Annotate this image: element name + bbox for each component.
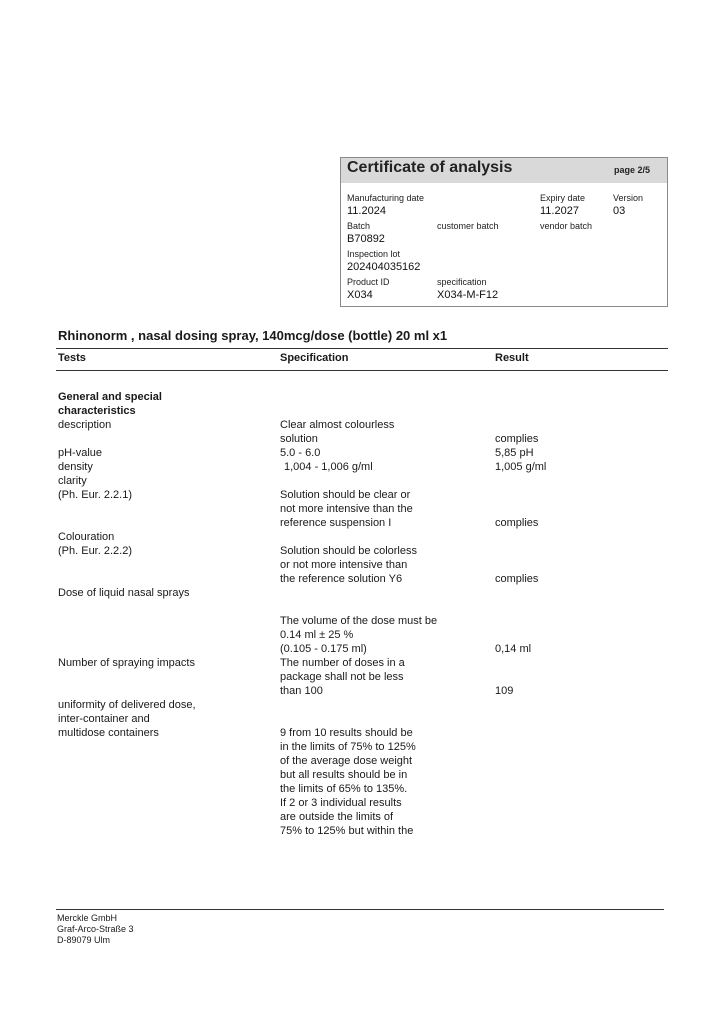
test-clarity — [58, 474, 132, 502]
result-dose: 0,14 ml — [495, 643, 532, 655]
certificate-box — [340, 157, 668, 307]
spec-uniformity — [280, 726, 416, 838]
spec-line: Clear almost colourless — [280, 419, 395, 431]
spec-line: but all results should be in — [280, 769, 408, 781]
spec-dose — [280, 614, 437, 656]
spec-line: 0.14 ml ± 25 % — [280, 629, 354, 641]
test-description: description — [58, 419, 112, 431]
title-rule — [56, 348, 668, 349]
spec-density: 1,004 - 1,006 g/ml — [284, 461, 373, 473]
spec-clarity — [280, 488, 413, 530]
test-uniformity — [58, 698, 196, 740]
spec-line: solution — [280, 433, 318, 445]
vendor-batch-label: vendor batch — [540, 221, 593, 231]
test-ph: pH-value — [58, 447, 103, 459]
column-header-result: Result — [495, 352, 529, 364]
spec-line: not more intensive than the — [280, 503, 413, 515]
spec-line: package shall not be less — [280, 671, 404, 683]
test-line: Colouration — [58, 531, 115, 543]
test-line: (Ph. Eur. 2.2.2) — [58, 545, 132, 557]
certificate-header — [341, 158, 667, 183]
footer-street: Graf-Arco-Straße 3 — [57, 924, 134, 934]
spec-line: than 100 — [280, 685, 323, 697]
product-id-value: X034 — [347, 289, 373, 301]
result-clarity: complies — [495, 517, 539, 529]
spec-line: the limits of 65% to 135%. — [280, 783, 408, 795]
spec-line: 9 from 10 results should be — [280, 727, 413, 739]
section-general-heading — [58, 390, 162, 418]
spec-line: of the average dose weight — [280, 755, 413, 767]
test-spraying-impacts: Number of spraying impacts — [58, 657, 195, 669]
specification-value: X034-M-F12 — [437, 289, 499, 301]
test-line: inter-container and — [58, 713, 150, 725]
column-header-specification: Specification — [280, 352, 349, 364]
result-spraying-impacts: 109 — [495, 685, 514, 697]
spec-ph: 5.0 - 6.0 — [280, 447, 321, 459]
batch-label: Batch — [347, 221, 371, 231]
footer-city: D-89079 Ulm — [57, 935, 111, 945]
section-heading-line: General and special — [58, 391, 162, 403]
test-line: clarity — [58, 475, 87, 487]
version-value: 03 — [613, 205, 626, 217]
spec-line: 75% to 125% but within the — [280, 825, 414, 837]
footer-address — [57, 913, 134, 946]
specification-label: specification — [437, 277, 487, 287]
spec-line: reference suspension I — [280, 517, 392, 529]
spec-spraying-impacts — [280, 656, 405, 698]
footer-company: Merckle GmbH — [57, 913, 118, 923]
spec-line: Solution should be colorless — [280, 545, 417, 557]
certificate-title: Certificate of analysis — [347, 159, 513, 176]
page-number: page 2/5 — [613, 165, 650, 175]
spec-line: in the limits of 75% to 125% — [280, 741, 416, 753]
inspection-lot-value: 202404035162 — [347, 261, 421, 273]
manufacturing-date-value: 11.2024 — [347, 205, 386, 217]
footer-rule — [56, 909, 664, 910]
result-description: complies — [495, 433, 539, 445]
customer-batch-label: customer batch — [437, 221, 499, 231]
section-heading-line: characteristics — [58, 405, 136, 417]
test-dose: Dose of liquid nasal sprays — [58, 587, 190, 599]
expiry-date-label: Expiry date — [540, 193, 586, 203]
test-line: multidose containers — [58, 727, 159, 739]
test-line: uniformity of delivered dose, — [58, 699, 196, 711]
test-line: (Ph. Eur. 2.2.1) — [58, 489, 132, 501]
result-colouration: complies — [495, 573, 539, 585]
spec-line: (0.105 - 0.175 ml) — [280, 643, 367, 655]
spec-line: The number of doses in a — [280, 657, 405, 669]
expiry-date-value: 11.2027 — [540, 205, 579, 217]
spec-colouration — [280, 544, 417, 586]
manufacturing-date-label: Manufacturing date — [347, 193, 425, 203]
product-id-label: Product ID — [347, 277, 390, 287]
test-density: density — [58, 461, 93, 473]
column-header-tests: Tests — [58, 352, 86, 364]
result-ph: 5,85 pH — [495, 447, 534, 459]
spec-line: Solution should be clear or — [280, 489, 411, 501]
version-label: Version — [613, 193, 644, 203]
spec-line: or not more intensive than — [280, 559, 408, 571]
result-density: 1,005 g/ml — [495, 461, 547, 473]
spec-line: are outside the limits of — [280, 811, 394, 823]
spec-line: the reference solution Y6 — [280, 573, 403, 585]
header-rule — [56, 370, 668, 371]
batch-value: B70892 — [347, 233, 385, 245]
spec-line: The volume of the dose must be — [280, 615, 438, 627]
test-colouration — [58, 530, 132, 558]
spec-line: If 2 or 3 individual results — [280, 797, 402, 809]
inspection-lot-label: Inspection lot — [347, 249, 401, 259]
spec-description — [280, 418, 394, 446]
product-title: Rhinonorm , nasal dosing spray, 140mcg/dose (bottle) 20 ml x1 — [58, 328, 448, 343]
